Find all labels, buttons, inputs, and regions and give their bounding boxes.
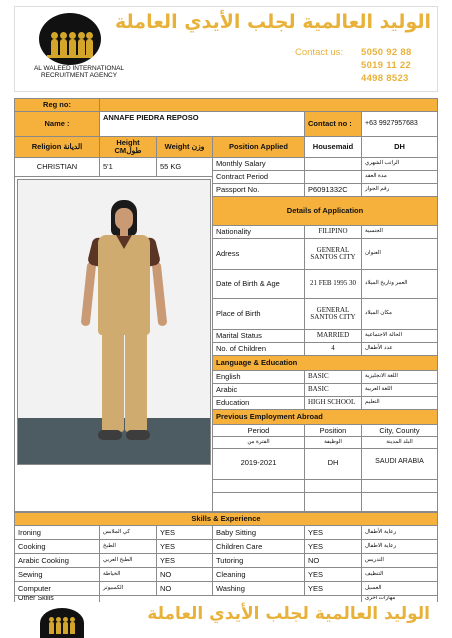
detail-label: Adress	[212, 238, 305, 270]
skill-ar: رعاية الاطفال	[361, 539, 438, 554]
photo-uniform-top	[98, 235, 150, 335]
employment-col-position: Position	[304, 424, 362, 437]
height-value: 5'1	[99, 157, 157, 177]
footer-logo	[40, 608, 84, 638]
passport-label: Passport No.	[212, 183, 305, 197]
monthly-salary-value	[304, 157, 362, 171]
religion-value: CHRISTIAN	[14, 157, 100, 177]
contact-value: +63 9927957683	[361, 111, 438, 137]
contract-period-value	[304, 170, 362, 184]
employment-col-city: City, County	[361, 424, 438, 437]
name-value: ANNAFE PIEDRA REPOSO	[99, 111, 305, 137]
photo-shoe	[126, 430, 150, 440]
skill-label: Washing	[212, 581, 305, 596]
detail-label: Date of Birth & Age	[212, 269, 305, 299]
skill-value: NO	[304, 553, 362, 568]
language-value: BASIC	[304, 383, 362, 397]
detail-value: FILIPINO	[304, 225, 362, 239]
weight-label: Weight وزن	[156, 136, 213, 158]
contract-period-label: Contract Period	[212, 170, 305, 184]
employment-empty-cell	[304, 492, 362, 512]
passport-value: P6091332C	[304, 183, 362, 197]
detail-ar: عدد الأطفال	[361, 342, 438, 356]
agency-name-line2: RECRUITMENT AGENCY	[40, 72, 118, 79]
detail-ar: العنوان	[361, 238, 438, 270]
agency-name	[19, 65, 139, 79]
employment-col-period: Period	[212, 424, 305, 437]
religion-label: Religion الديانة	[14, 136, 100, 158]
employment-period: 2019-2021	[212, 448, 305, 480]
position-applied-label: Position Applied	[212, 136, 305, 158]
employment-col-position-ar: الوظيفة	[304, 436, 362, 449]
agency-logo	[39, 13, 101, 65]
employment-empty-cell	[212, 492, 305, 512]
skill-value: YES	[304, 567, 362, 582]
reg-no-label: Reg no:	[14, 98, 100, 112]
employment-city: SAUDI ARABIA	[361, 448, 438, 480]
detail-ar: الجنسية	[361, 225, 438, 239]
photo-face	[115, 208, 133, 230]
employment-empty-cell	[361, 492, 438, 512]
skill-label: Ironing	[14, 525, 100, 540]
skill-ar: الغسيل	[361, 581, 438, 596]
weight-value: 55 KG	[156, 157, 213, 177]
details-header: Details of Application	[212, 196, 438, 226]
skill-ar: الخياطة	[99, 567, 157, 582]
phone-1: 5050 92 88	[361, 47, 412, 58]
name-label: Name :	[14, 111, 100, 137]
skill-ar: الكمبيوتر	[99, 581, 157, 596]
monthly-salary-label: Monthly Salary	[212, 157, 305, 171]
arabic-agency-title: الوليد العالمية لجلب الأيدي العاملة	[115, 11, 431, 33]
detail-value: GENERAL SANTOS CITY	[304, 238, 362, 270]
agency-name-line1: AL WALEED INTERNATIONAL	[33, 65, 125, 72]
footer-arabic-title: الوليد العالمية لجلب الأيدي العاملة	[147, 604, 430, 624]
education-label: Education	[212, 396, 305, 410]
language-value: BASIC	[304, 370, 362, 384]
position-code: DH	[361, 136, 438, 158]
skill-ar: الطبخ	[99, 539, 157, 554]
phone-3: 4498 8523	[361, 73, 409, 84]
skill-value: YES	[304, 539, 362, 554]
employment-empty-cell	[361, 479, 438, 493]
applicant-photo	[17, 179, 211, 465]
other-skills-label: Other Skills	[14, 595, 100, 603]
detail-value: MARRIED	[304, 329, 362, 343]
monthly-salary-ar: الراتب الشهري	[361, 157, 438, 171]
position-value: Housemaid	[304, 136, 362, 158]
detail-ar: مكان الميلاد	[361, 298, 438, 330]
skill-ar: كي الملابس	[99, 525, 157, 540]
skill-label: Cooking	[14, 539, 100, 554]
skill-value: YES	[156, 525, 213, 540]
detail-label: Marital Status	[212, 329, 305, 343]
skill-value: YES	[156, 539, 213, 554]
footer-header-repeat	[14, 602, 438, 638]
language-ar: اللغة العربية	[361, 383, 438, 397]
skill-value: NO	[156, 567, 213, 582]
skill-label: Sewing	[14, 567, 100, 582]
skills-header: Skills & Experience	[14, 512, 438, 526]
employment-col-period-ar: الفترة من	[212, 436, 305, 449]
detail-value: GENERAL SANTOS CITY	[304, 298, 362, 330]
skill-ar: رعاية الأطفال	[361, 525, 438, 540]
employment-empty-cell	[212, 479, 305, 493]
detail-ar: الحالة الاجتماعية	[361, 329, 438, 343]
other-skills-ar: مهارات أخرى	[361, 595, 438, 603]
detail-label: Nationality	[212, 225, 305, 239]
language-header: Language & Education	[212, 355, 438, 371]
language-ar: اللغة الانجليزية	[361, 370, 438, 384]
skill-label: Baby Sitting	[212, 525, 305, 540]
skill-value: YES	[304, 525, 362, 540]
education-ar: التعليم	[361, 396, 438, 410]
language-label: English	[212, 370, 305, 384]
employment-empty-cell	[304, 479, 362, 493]
skill-value: NO	[156, 581, 213, 596]
contact-us-label: Contact us:	[295, 47, 344, 58]
agency-header	[14, 6, 438, 92]
contact-label: Contact no :	[304, 111, 362, 137]
detail-label: Place of Birth	[212, 298, 305, 330]
photo-shoe	[98, 430, 122, 440]
passport-ar: رقم الجواز	[361, 183, 438, 197]
skill-ar: التنظيف	[361, 567, 438, 582]
skill-label: Arabic Cooking	[14, 553, 100, 568]
detail-ar: العمر وتاريخ الميلاد	[361, 269, 438, 299]
skill-label: Children Care	[212, 539, 305, 554]
skill-ar: التدريس	[361, 553, 438, 568]
employment-position: DH	[304, 448, 362, 480]
employment-col-city-ar: البلد المدينة	[361, 436, 438, 449]
skill-ar: الطبخ العربي	[99, 553, 157, 568]
detail-label: No. of Children	[212, 342, 305, 356]
skill-label: Tutoring	[212, 553, 305, 568]
detail-value: 4	[304, 342, 362, 356]
education-value: HIGH SCHOOL	[304, 396, 362, 410]
reg-no-value	[99, 98, 438, 112]
phone-2: 5019 11 22	[361, 60, 412, 71]
language-label: Arabic	[212, 383, 305, 397]
height-label: Height CMطول	[99, 136, 157, 158]
skill-value: YES	[304, 581, 362, 596]
skill-value: YES	[156, 553, 213, 568]
skill-label: Computer	[14, 581, 100, 596]
detail-value: 21 FEB 1995 30	[304, 269, 362, 299]
skill-label: Cleaning	[212, 567, 305, 582]
contract-period-ar: مدة العقد	[361, 170, 438, 184]
employment-header: Previous Employment Abroad	[212, 409, 438, 425]
